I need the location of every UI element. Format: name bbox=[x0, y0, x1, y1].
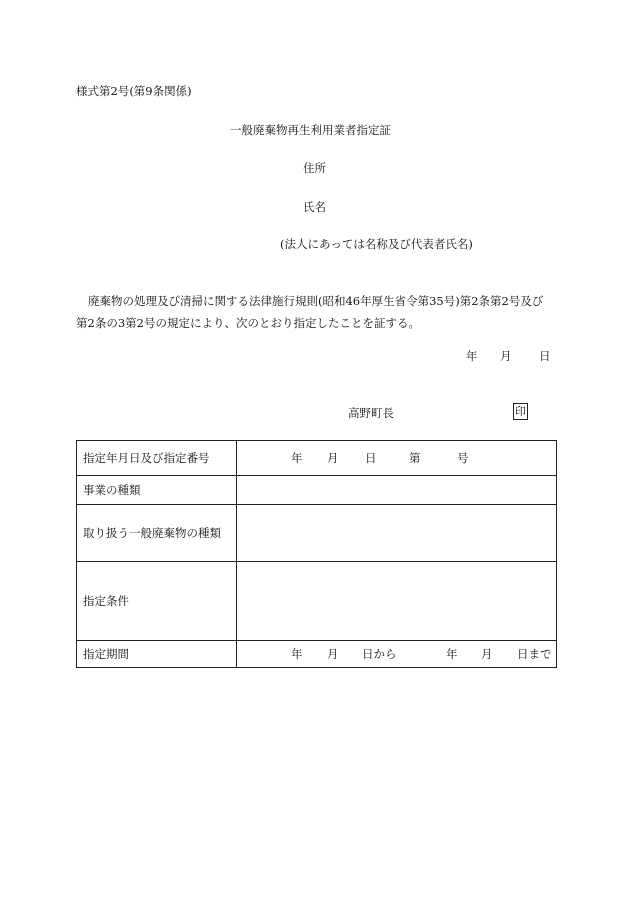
designation-period-cell bbox=[237, 641, 557, 668]
table-row bbox=[77, 641, 557, 668]
designation-date-number-cell bbox=[237, 441, 557, 476]
form-number: 様式第2号(第9条関係) bbox=[76, 84, 192, 98]
certification-statement bbox=[76, 290, 558, 334]
cell-dai: 第 bbox=[409, 450, 421, 465]
corporation-note: (法人にあっては名称及び代表者氏名) bbox=[280, 237, 473, 251]
table-row bbox=[77, 441, 557, 476]
row-label: 取り扱う一般廃棄物の種類 bbox=[77, 505, 237, 562]
cell-month: 月 bbox=[327, 450, 339, 465]
date-year: 年 bbox=[466, 349, 478, 363]
seal-mark: 印 bbox=[515, 405, 526, 418]
cell-day: 日 bbox=[365, 450, 377, 465]
statement-line-1: 廃棄物の処理及び清掃に関する法律施行規則(昭和46年厚生省令第35号)第2条第2号及び bbox=[88, 294, 544, 308]
table-row bbox=[77, 476, 557, 505]
period-from: 日から bbox=[362, 646, 397, 661]
address-label: 住所 bbox=[303, 161, 326, 175]
business-type-cell bbox=[237, 476, 557, 505]
mayor-title: 高野町長 bbox=[348, 406, 394, 420]
name-label: 氏名 bbox=[303, 200, 326, 214]
period-until: 日まで bbox=[517, 646, 552, 661]
row-label: 事業の種類 bbox=[77, 476, 237, 505]
conditions-cell bbox=[237, 562, 557, 641]
table-row bbox=[77, 505, 557, 562]
cell-year: 年 bbox=[291, 450, 303, 465]
issue-date bbox=[466, 348, 551, 364]
statement-line-2: 第2条の3第2号の規定により、次のとおり指定したことを証する。 bbox=[76, 316, 420, 330]
date-day: 日 bbox=[539, 349, 551, 363]
waste-type-cell bbox=[237, 505, 557, 562]
document-title: 一般廃棄物再生利用業者指定証 bbox=[230, 123, 391, 137]
designation-table bbox=[76, 440, 557, 668]
period-year-1: 年 bbox=[291, 646, 303, 661]
table-row bbox=[77, 562, 557, 641]
period-month-2: 月 bbox=[481, 646, 493, 661]
date-month: 月 bbox=[500, 349, 512, 363]
row-label: 指定年月日及び指定番号 bbox=[77, 441, 237, 476]
period-month-1: 月 bbox=[327, 646, 339, 661]
cell-go: 号 bbox=[457, 450, 469, 465]
period-year-2: 年 bbox=[446, 646, 458, 661]
row-label: 指定期間 bbox=[77, 641, 237, 668]
row-label: 指定条件 bbox=[77, 562, 237, 641]
